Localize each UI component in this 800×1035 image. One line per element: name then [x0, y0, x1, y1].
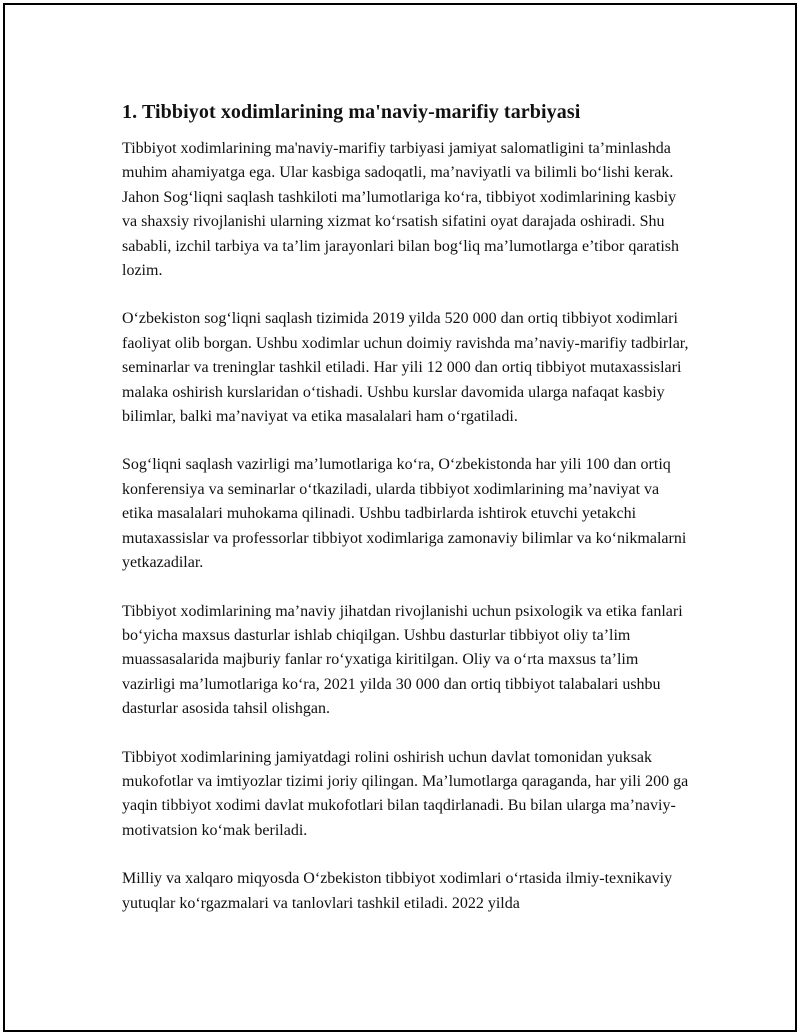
paragraph-6: Milliy va xalqaro miqyosda O‘zbekiston tibbiyot xodimlari o‘rtasida ilmiy-texnikaviy yutuqlar ko‘rgazmalari va tanlovlari tashkil etiladi. 2022 yilda	[122, 870, 673, 912]
paragraph-3: Sog‘liqni saqlash vazirligi ma’lumotlariga ko‘ra, O‘zbekistonda har yili 100 dan ortiq konferensiya va seminarlar o‘tkaziladi, ularda tibbiyot xodimlarining ma’naviyat va etika masalalari muhokama qilinadi. Ushbu tadbirlarda ishtirok etuvchi yetakchi mutaxassislar va professorlar tibbiyot xodimlariga zamonaviy bilimlar va ko‘nikmalarni yetkazadilar.	[122, 456, 687, 572]
paragraph-4: Tibbiyot xodimlarining ma’naviy jihatdan rivojlanishi uchun psixologik va etika fanlari bo‘yicha maxsus dasturlar ishlab chiqilgan. Ushbu dasturlar tibbiyot oliy ta’lim muassasalarida majburiy fanlar ro‘yxatiga kiritilgan. Oliy va o‘rta maxsus ta’lim vazirligi ma’lumotlariga ko‘ra, 2021 yilda 30 000 dan ortiq tibbiyot talabalari ushbu dasturlar asosida tahsil olishgan.	[122, 602, 683, 718]
paragraph-2: O‘zbekiston sog‘liqni saqlash tizimida 2019 yilda 520 000 dan ortiq tibbiyot xodimlari faoliyat olib borgan. Ushbu xodimlar uchun doimiy ravishda ma’naviy-marifiy tadbirlar, seminarlar va treninglar tashkil etiladi. Har yili 12 000 dan ortiq tibbiyot mutaxassislari malaka oshirish kurslaridan o‘tishadi. Ushbu kurslar davomida ularga nafaqat kasbiy bilimlar, balki ma’naviyat va etika masalalari ham o‘rgatiladi.	[122, 310, 689, 426]
page-frame	[3, 3, 797, 1032]
paragraph-1: Tibbiyot xodimlarining ma'naviy-marifiy tarbiyasi jamiyat salomatligini ta’minlashda muhim ahamiyatga ega. Ular kasbiga sadoqatli, ma’naviyatli va bilimli bo‘lishi kerak. Jahon Sog‘liqni saqlash tashkiloti ma’lumotlariga ko‘ra, tibbiyot xodimlarining kasbiy va shaxsiy rivojlanishi ularning xizmat ko‘rsatish sifatini oyat darajada oshiradi. Shu sababli, izchil tarbiya va ta’lim jarayonlari bilan bog‘liq ma’lumotlarga e’tibor qaratish lozim.	[122, 140, 680, 280]
document-body	[122, 99, 692, 940]
paragraph-5: Tibbiyot xodimlarining jamiyatdagi rolini oshirish uchun davlat tomonidan yuksak mukofotlar va imtiyozlar tizimi joriy qilingan. Ma’lumotlarga qaraganda, har yili 200 ga yaqin tibbiyot xodimi davlat mukofotlari bilan taqdirlanadi. Bu bilan ularga ma’naviy-motivatsion ko‘mak beriladi.	[122, 748, 689, 839]
section-title: 1. Tibbiyot xodimlarining ma'naviy-marifiy tarbiyasi	[122, 101, 581, 123]
